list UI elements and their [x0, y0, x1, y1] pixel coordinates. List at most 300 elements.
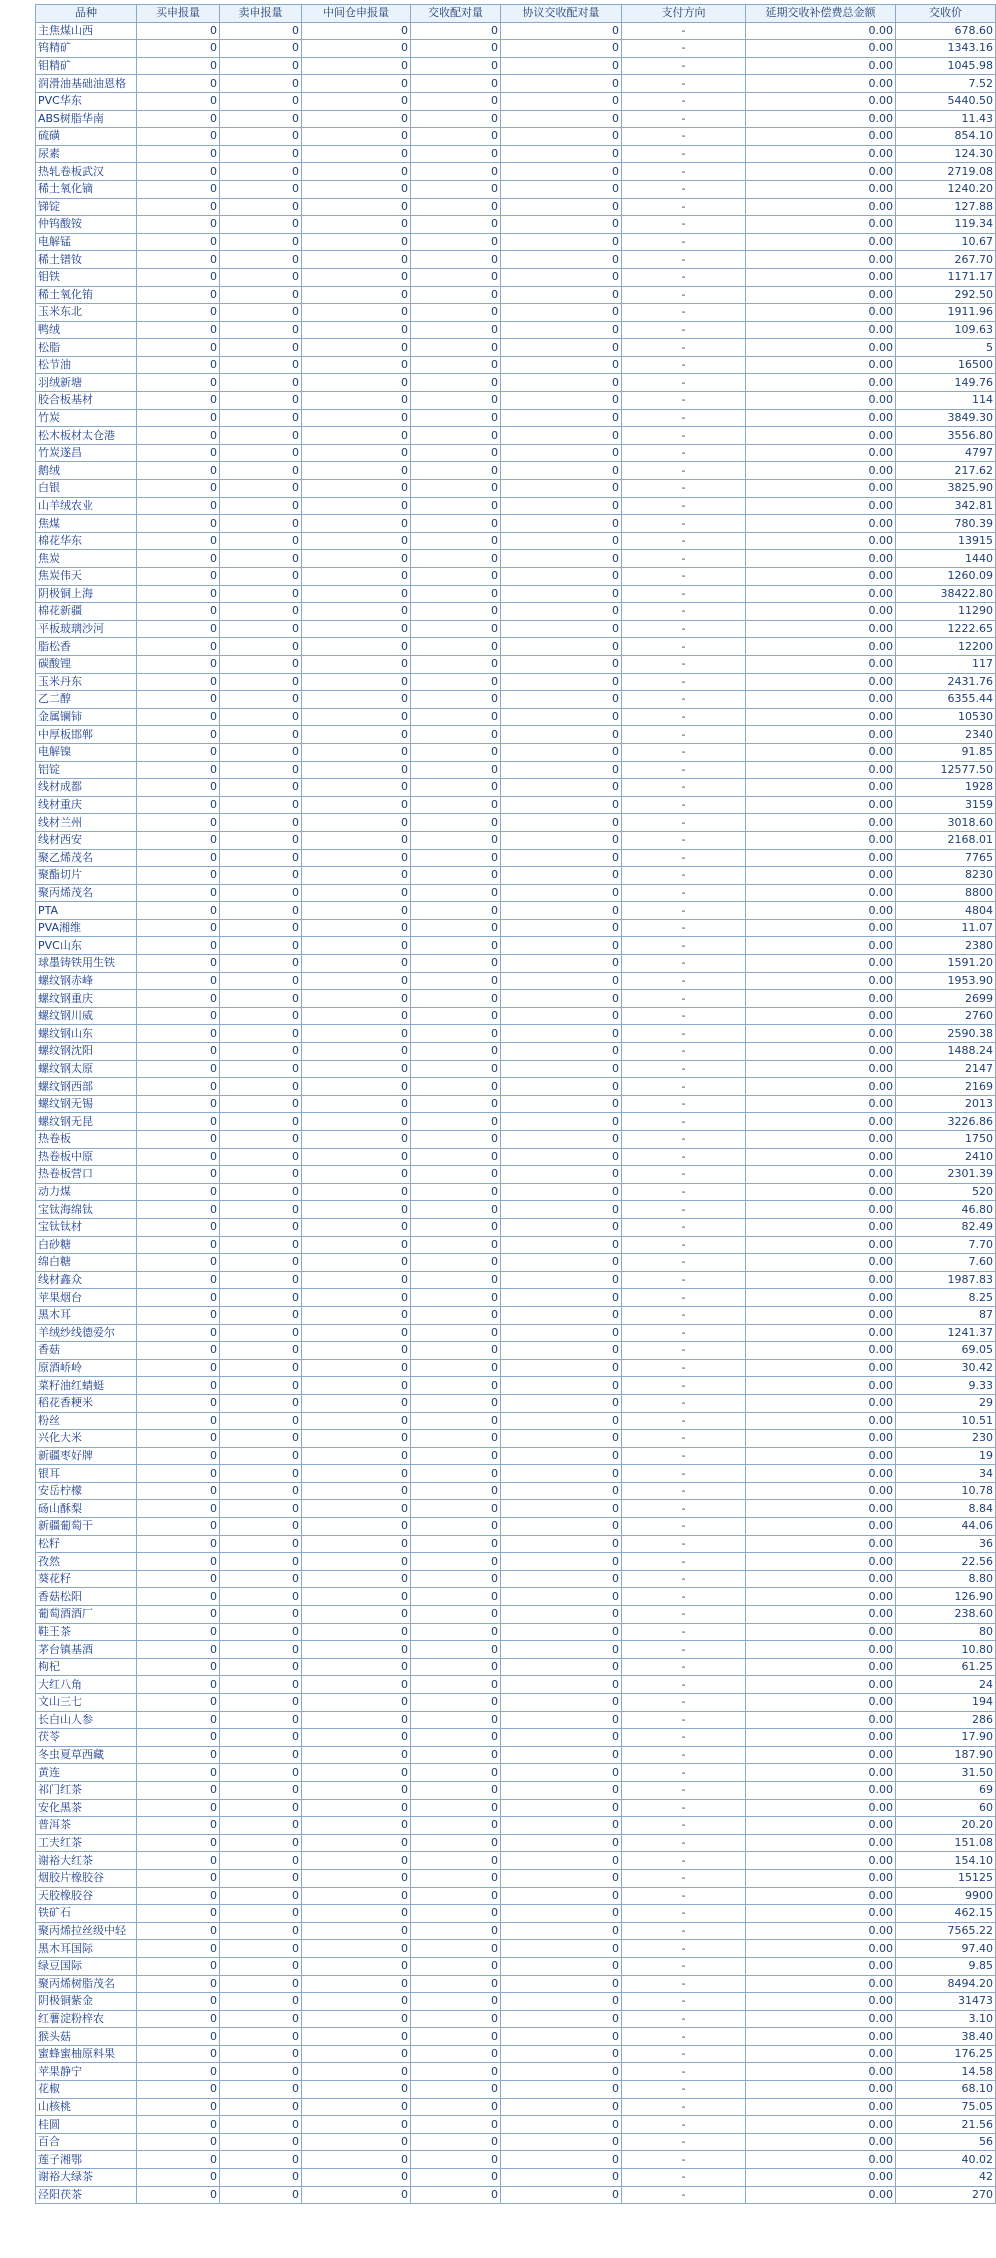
table-row [36, 1148, 996, 1166]
cell-variety[interactable]: 中厚板邯郸 [36, 726, 137, 744]
cell-variety[interactable]: 鹅绒 [36, 462, 137, 480]
cell-delivery-price: 1750 [896, 1131, 996, 1149]
cell-variety[interactable]: 线材西安 [36, 831, 137, 849]
table-row [36, 1271, 996, 1289]
cell-delivery-price: 8800 [896, 884, 996, 902]
cell-variety[interactable]: 铝锭 [36, 761, 137, 779]
cell-sell-quantity: 0 [220, 1711, 302, 1729]
cell-variety[interactable]: 安岳柠檬 [36, 1482, 137, 1500]
cell-deferred-compensation: 0.00 [746, 1060, 896, 1078]
cell-deferred-compensation: 0.00 [746, 1993, 896, 2011]
table-row [36, 1394, 996, 1412]
cell-variety[interactable]: 球墨铸铁用生铁 [36, 955, 137, 973]
cell-delivery-price: 7565.22 [896, 1922, 996, 1940]
cell-delivery-price: 117 [896, 655, 996, 673]
cell-deferred-compensation: 0.00 [746, 1729, 896, 1747]
cell-deferred-compensation: 0.00 [746, 2133, 896, 2151]
cell-buy-quantity: 0 [137, 691, 220, 709]
cell-sell-quantity: 0 [220, 1025, 302, 1043]
cell-deferred-compensation: 0.00 [746, 1781, 896, 1799]
table-row [36, 831, 996, 849]
header-buy-quantity[interactable]: 买申报量 [137, 5, 220, 23]
cell-agreement-matched-quantity: 0 [501, 691, 622, 709]
cell-agreement-matched-quantity: 0 [501, 1694, 622, 1712]
cell-payment-direction: - [622, 743, 746, 761]
cell-variety[interactable]: 葡萄酒酒厂 [36, 1606, 137, 1624]
cell-payment-direction: - [622, 374, 746, 392]
cell-variety[interactable]: 螺纹钢无锡 [36, 1095, 137, 1113]
cell-sell-quantity: 0 [220, 233, 302, 251]
cell-variety[interactable]: 聚丙烯树脂茂名 [36, 1975, 137, 1993]
cell-middle-warehouse-quantity: 0 [302, 1500, 411, 1518]
cell-buy-quantity: 0 [137, 673, 220, 691]
cell-variety[interactable]: 焦煤 [36, 515, 137, 533]
cell-matched-quantity: 0 [411, 1553, 501, 1571]
cell-variety[interactable]: 竹炭遂昌 [36, 444, 137, 462]
cell-middle-warehouse-quantity: 0 [302, 427, 411, 445]
table-row [36, 937, 996, 955]
cell-buy-quantity: 0 [137, 128, 220, 146]
cell-variety[interactable]: 黄连 [36, 1764, 137, 1782]
cell-variety[interactable]: 钼铁 [36, 268, 137, 286]
cell-variety[interactable]: 白银 [36, 480, 137, 498]
cell-variety[interactable]: 胶合板基材 [36, 392, 137, 410]
cell-buy-quantity: 0 [137, 356, 220, 374]
cell-variety[interactable]: 螺纹钢重庆 [36, 990, 137, 1008]
table-row [36, 1553, 996, 1571]
cell-variety[interactable]: 碳酸锂 [36, 655, 137, 673]
cell-buy-quantity: 0 [137, 1993, 220, 2011]
cell-buy-quantity: 0 [137, 1570, 220, 1588]
table-row [36, 2116, 996, 2134]
cell-variety[interactable]: 银耳 [36, 1465, 137, 1483]
cell-deferred-compensation: 0.00 [746, 779, 896, 797]
cell-variety[interactable]: 铁矿石 [36, 1905, 137, 1923]
cell-variety[interactable]: 香菇 [36, 1342, 137, 1360]
cell-middle-warehouse-quantity: 0 [302, 1905, 411, 1923]
cell-variety[interactable]: 文山三七 [36, 1694, 137, 1712]
cell-buy-quantity: 0 [137, 1306, 220, 1324]
cell-variety[interactable]: 砀山酥梨 [36, 1500, 137, 1518]
cell-middle-warehouse-quantity: 0 [302, 919, 411, 937]
cell-variety[interactable]: 聚丙烯茂名 [36, 884, 137, 902]
cell-sell-quantity: 0 [220, 1518, 302, 1536]
cell-variety[interactable]: 螺纹钢西部 [36, 1078, 137, 1096]
cell-variety[interactable]: 蜜蜂蜜柚原料果 [36, 2045, 137, 2063]
cell-delivery-price: 1343.16 [896, 40, 996, 58]
header-middle-warehouse-quantity[interactable]: 中间仓申报量 [302, 5, 411, 23]
cell-buy-quantity: 0 [137, 867, 220, 885]
cell-agreement-matched-quantity: 0 [501, 444, 622, 462]
cell-matched-quantity: 0 [411, 1535, 501, 1553]
cell-payment-direction: - [622, 2169, 746, 2187]
table-row [36, 1887, 996, 1905]
cell-sell-quantity: 0 [220, 1306, 302, 1324]
cell-variety[interactable]: 兴化大米 [36, 1430, 137, 1448]
cell-sell-quantity: 0 [220, 57, 302, 75]
cell-matched-quantity: 0 [411, 1993, 501, 2011]
header-matched-quantity[interactable]: 交收配对量 [411, 5, 501, 23]
cell-variety[interactable]: 稀土氧化铕 [36, 286, 137, 304]
cell-variety[interactable]: 线材重庆 [36, 796, 137, 814]
cell-variety[interactable]: 宝钛钛材 [36, 1218, 137, 1236]
cell-variety[interactable]: 玉米丹东 [36, 673, 137, 691]
cell-variety[interactable]: 莲子湘鄂 [36, 2151, 137, 2169]
cell-variety[interactable]: 螺纹钢太原 [36, 1060, 137, 1078]
cell-sell-quantity: 0 [220, 1060, 302, 1078]
cell-buy-quantity: 0 [137, 2063, 220, 2081]
cell-variety[interactable]: 乙二醇 [36, 691, 137, 709]
cell-variety[interactable]: 谢裕大红茶 [36, 1852, 137, 1870]
cell-matched-quantity: 0 [411, 1131, 501, 1149]
cell-variety[interactable]: 棉花华东 [36, 532, 137, 550]
cell-agreement-matched-quantity: 0 [501, 2186, 622, 2204]
cell-payment-direction: - [622, 1025, 746, 1043]
cell-variety[interactable]: 茅台镇基酒 [36, 1641, 137, 1659]
cell-deferred-compensation: 0.00 [746, 22, 896, 40]
cell-variety[interactable]: 螺纹钢赤峰 [36, 972, 137, 990]
cell-sell-quantity: 0 [220, 1799, 302, 1817]
cell-variety[interactable]: 热卷板营口 [36, 1166, 137, 1184]
cell-variety[interactable]: 钼精矿 [36, 57, 137, 75]
cell-buy-quantity: 0 [137, 462, 220, 480]
cell-variety[interactable]: 松脂 [36, 339, 137, 357]
cell-variety[interactable]: 宝钛海绵钛 [36, 1201, 137, 1219]
cell-deferred-compensation: 0.00 [746, 1254, 896, 1272]
cell-variety[interactable]: 松节油 [36, 356, 137, 374]
cell-variety[interactable]: 螺纹钢山东 [36, 1025, 137, 1043]
cell-agreement-matched-quantity: 0 [501, 831, 622, 849]
cell-variety[interactable]: 桂圆 [36, 2116, 137, 2134]
cell-variety[interactable]: 线材兰州 [36, 814, 137, 832]
cell-matched-quantity: 0 [411, 2133, 501, 2151]
cell-matched-quantity: 0 [411, 40, 501, 58]
cell-variety[interactable]: 锑锭 [36, 198, 137, 216]
cell-variety[interactable]: 稀土镨钕 [36, 251, 137, 269]
cell-deferred-compensation: 0.00 [746, 1113, 896, 1131]
cell-deferred-compensation: 0.00 [746, 515, 896, 533]
cell-variety[interactable]: 茯苓 [36, 1729, 137, 1747]
cell-variety[interactable]: 聚丙烯拉丝级中轻 [36, 1922, 137, 1940]
cell-buy-quantity: 0 [137, 2169, 220, 2187]
cell-sell-quantity: 0 [220, 180, 302, 198]
cell-variety[interactable]: 白砂糖 [36, 1236, 137, 1254]
cell-delivery-price: 17.90 [896, 1729, 996, 1747]
cell-variety[interactable]: 新疆枣好牌 [36, 1447, 137, 1465]
cell-payment-direction: - [622, 2010, 746, 2028]
header-variety[interactable]: 品种 [36, 5, 137, 23]
cell-buy-quantity: 0 [137, 1764, 220, 1782]
cell-variety[interactable]: PVC山东 [36, 937, 137, 955]
cell-variety[interactable]: 菜籽油红蜻蜓 [36, 1377, 137, 1395]
cell-deferred-compensation: 0.00 [746, 1236, 896, 1254]
cell-variety[interactable]: 平板玻璃沙河 [36, 620, 137, 638]
cell-sell-quantity: 0 [220, 2133, 302, 2151]
cell-delivery-price: 40.02 [896, 2151, 996, 2169]
cell-variety[interactable]: 玉米东北 [36, 304, 137, 322]
cell-variety[interactable]: PVC华东 [36, 92, 137, 110]
cell-agreement-matched-quantity: 0 [501, 1465, 622, 1483]
cell-variety[interactable]: 原酒峤岭 [36, 1359, 137, 1377]
cell-buy-quantity: 0 [137, 937, 220, 955]
cell-delivery-price: 2301.39 [896, 1166, 996, 1184]
cell-sell-quantity: 0 [220, 814, 302, 832]
cell-agreement-matched-quantity: 0 [501, 1834, 622, 1852]
cell-variety[interactable]: 绵白糖 [36, 1254, 137, 1272]
table-row [36, 304, 996, 322]
header-deferred-compensation-total[interactable]: 延期交收补偿费总金额 [746, 5, 896, 23]
cell-payment-direction: - [622, 163, 746, 181]
header-payment-direction[interactable]: 支付方向 [622, 5, 746, 23]
cell-deferred-compensation: 0.00 [746, 1764, 896, 1782]
cell-payment-direction: - [622, 1148, 746, 1166]
cell-variety[interactable]: 阴极铜紫金 [36, 1993, 137, 2011]
cell-sell-quantity: 0 [220, 1588, 302, 1606]
cell-variety[interactable]: 金属镧铈 [36, 708, 137, 726]
cell-payment-direction: - [622, 603, 746, 621]
cell-payment-direction: - [622, 1324, 746, 1342]
cell-matched-quantity: 0 [411, 779, 501, 797]
cell-agreement-matched-quantity: 0 [501, 356, 622, 374]
cell-buy-quantity: 0 [137, 1887, 220, 1905]
cell-variety[interactable]: 主焦煤山西 [36, 22, 137, 40]
cell-variety[interactable]: 粉丝 [36, 1412, 137, 1430]
cell-variety[interactable]: 猴头菇 [36, 2028, 137, 2046]
cell-variety[interactable]: 螺纹钢沈阳 [36, 1043, 137, 1061]
cell-middle-warehouse-quantity: 0 [302, 2116, 411, 2134]
cell-deferred-compensation: 0.00 [746, 110, 896, 128]
cell-variety[interactable]: 羊绒纱线德爱尔 [36, 1324, 137, 1342]
cell-variety[interactable]: 阴极铜上海 [36, 585, 137, 603]
cell-delivery-price: 2760 [896, 1007, 996, 1025]
cell-variety[interactable]: 枸杞 [36, 1658, 137, 1676]
cell-variety[interactable]: 花椒 [36, 2081, 137, 2099]
cell-variety[interactable]: 天胶橡胶谷 [36, 1887, 137, 1905]
cell-variety[interactable]: 热卷板中原 [36, 1148, 137, 1166]
cell-payment-direction: - [622, 304, 746, 322]
cell-agreement-matched-quantity: 0 [501, 2151, 622, 2169]
cell-buy-quantity: 0 [137, 251, 220, 269]
cell-sell-quantity: 0 [220, 198, 302, 216]
cell-variety[interactable]: PVA湘维 [36, 919, 137, 937]
cell-payment-direction: - [622, 1729, 746, 1747]
cell-variety[interactable]: PTA [36, 902, 137, 920]
cell-agreement-matched-quantity: 0 [501, 1359, 622, 1377]
cell-middle-warehouse-quantity: 0 [302, 1869, 411, 1887]
cell-buy-quantity: 0 [137, 1817, 220, 1835]
cell-delivery-price: 9.33 [896, 1377, 996, 1395]
cell-variety[interactable]: 烟胶片橡胶谷 [36, 1869, 137, 1887]
table-row [36, 1781, 996, 1799]
cell-middle-warehouse-quantity: 0 [302, 1781, 411, 1799]
cell-variety[interactable]: 大红八角 [36, 1676, 137, 1694]
cell-middle-warehouse-quantity: 0 [302, 1289, 411, 1307]
cell-buy-quantity: 0 [137, 550, 220, 568]
cell-variety[interactable]: 工夫红茶 [36, 1834, 137, 1852]
cell-agreement-matched-quantity: 0 [501, 1377, 622, 1395]
cell-variety[interactable]: 热卷板 [36, 1131, 137, 1149]
table-row [36, 620, 996, 638]
cell-variety[interactable]: 黑木耳 [36, 1306, 137, 1324]
cell-variety[interactable]: 钨精矿 [36, 40, 137, 58]
cell-sell-quantity: 0 [220, 2010, 302, 2028]
cell-variety[interactable]: 泾阳茯茶 [36, 2186, 137, 2204]
cell-middle-warehouse-quantity: 0 [302, 550, 411, 568]
cell-variety[interactable]: 苹果静宁 [36, 2063, 137, 2081]
cell-variety[interactable]: 新疆葡萄干 [36, 1518, 137, 1536]
cell-variety[interactable]: 鸭绒 [36, 321, 137, 339]
cell-middle-warehouse-quantity: 0 [302, 884, 411, 902]
cell-variety[interactable]: 螺纹钢川威 [36, 1007, 137, 1025]
cell-delivery-price: 91.85 [896, 743, 996, 761]
cell-variety[interactable]: 动力煤 [36, 1183, 137, 1201]
cell-matched-quantity: 0 [411, 673, 501, 691]
cell-variety[interactable]: 仲钨酸铵 [36, 216, 137, 234]
cell-variety[interactable]: 长白山人参 [36, 1711, 137, 1729]
cell-sell-quantity: 0 [220, 1043, 302, 1061]
cell-middle-warehouse-quantity: 0 [302, 75, 411, 93]
cell-payment-direction: - [622, 1570, 746, 1588]
cell-sell-quantity: 0 [220, 884, 302, 902]
cell-payment-direction: - [622, 1430, 746, 1448]
cell-agreement-matched-quantity: 0 [501, 1183, 622, 1201]
cell-variety[interactable]: 线材成都 [36, 779, 137, 797]
cell-agreement-matched-quantity: 0 [501, 128, 622, 146]
cell-deferred-compensation: 0.00 [746, 1817, 896, 1835]
cell-buy-quantity: 0 [137, 972, 220, 990]
cell-payment-direction: - [622, 1781, 746, 1799]
cell-matched-quantity: 0 [411, 1025, 501, 1043]
cell-buy-quantity: 0 [137, 2081, 220, 2099]
cell-buy-quantity: 0 [137, 1043, 220, 1061]
cell-variety[interactable]: 祁门红茶 [36, 1781, 137, 1799]
cell-variety[interactable]: 冬虫夏草西藏 [36, 1746, 137, 1764]
table-row [36, 497, 996, 515]
table-row [36, 251, 996, 269]
cell-variety[interactable]: 谢裕大绿茶 [36, 2169, 137, 2187]
cell-sell-quantity: 0 [220, 1183, 302, 1201]
cell-variety[interactable]: 稻花香粳米 [36, 1394, 137, 1412]
cell-matched-quantity: 0 [411, 1166, 501, 1184]
cell-buy-quantity: 0 [137, 743, 220, 761]
cell-middle-warehouse-quantity: 0 [302, 2081, 411, 2099]
cell-variety[interactable]: ABS树脂华南 [36, 110, 137, 128]
cell-matched-quantity: 0 [411, 955, 501, 973]
cell-variety[interactable]: 香菇松阳 [36, 1588, 137, 1606]
cell-payment-direction: - [622, 1711, 746, 1729]
cell-variety[interactable]: 聚酯切片 [36, 867, 137, 885]
cell-variety[interactable]: 百合 [36, 2133, 137, 2151]
cell-buy-quantity: 0 [137, 585, 220, 603]
cell-variety[interactable]: 绿豆国际 [36, 1957, 137, 1975]
cell-variety[interactable]: 棉花新疆 [36, 603, 137, 621]
cell-variety[interactable]: 孜然 [36, 1553, 137, 1571]
cell-buy-quantity: 0 [137, 1183, 220, 1201]
cell-variety[interactable]: 竹炭 [36, 409, 137, 427]
cell-middle-warehouse-quantity: 0 [302, 955, 411, 973]
cell-payment-direction: - [622, 128, 746, 146]
cell-variety[interactable]: 润滑油基础油恩格 [36, 75, 137, 93]
cell-matched-quantity: 0 [411, 1183, 501, 1201]
cell-delivery-price: 1591.20 [896, 955, 996, 973]
cell-middle-warehouse-quantity: 0 [302, 1377, 411, 1395]
table-row [36, 568, 996, 586]
cell-buy-quantity: 0 [137, 1465, 220, 1483]
cell-variety[interactable]: 松木板材太仓港 [36, 427, 137, 445]
cell-middle-warehouse-quantity: 0 [302, 1957, 411, 1975]
cell-variety[interactable]: 焦炭 [36, 550, 137, 568]
cell-variety[interactable]: 电解镍 [36, 743, 137, 761]
cell-agreement-matched-quantity: 0 [501, 620, 622, 638]
cell-matched-quantity: 0 [411, 128, 501, 146]
cell-variety[interactable]: 鞋王茶 [36, 1623, 137, 1641]
cell-delivery-price: 7.52 [896, 75, 996, 93]
cell-sell-quantity: 0 [220, 1342, 302, 1360]
cell-buy-quantity: 0 [137, 1869, 220, 1887]
header-delivery-price[interactable]: 交收价 [896, 5, 996, 23]
cell-middle-warehouse-quantity: 0 [302, 796, 411, 814]
cell-variety[interactable]: 羽绒新塘 [36, 374, 137, 392]
cell-sell-quantity: 0 [220, 532, 302, 550]
cell-buy-quantity: 0 [137, 955, 220, 973]
cell-buy-quantity: 0 [137, 57, 220, 75]
cell-variety[interactable]: 线材鑫众 [36, 1271, 137, 1289]
cell-variety[interactable]: 脂松香 [36, 638, 137, 656]
cell-matched-quantity: 0 [411, 1377, 501, 1395]
cell-sell-quantity: 0 [220, 638, 302, 656]
cell-variety[interactable]: 葵花籽 [36, 1570, 137, 1588]
cell-variety[interactable]: 普洱茶 [36, 1817, 137, 1835]
cell-variety[interactable]: 松籽 [36, 1535, 137, 1553]
cell-variety[interactable]: 硫磺 [36, 128, 137, 146]
cell-variety[interactable]: 安化黑茶 [36, 1799, 137, 1817]
cell-matched-quantity: 0 [411, 1852, 501, 1870]
header-sell-quantity[interactable]: 卖申报量 [220, 5, 302, 23]
cell-variety[interactable]: 电解锰 [36, 233, 137, 251]
cell-matched-quantity: 0 [411, 198, 501, 216]
cell-variety[interactable]: 焦炭伟天 [36, 568, 137, 586]
cell-sell-quantity: 0 [220, 1166, 302, 1184]
cell-variety[interactable]: 黑木耳国际 [36, 1940, 137, 1958]
cell-variety[interactable]: 尿素 [36, 145, 137, 163]
cell-variety[interactable]: 苹果烟台 [36, 1289, 137, 1307]
cell-agreement-matched-quantity: 0 [501, 532, 622, 550]
cell-matched-quantity: 0 [411, 233, 501, 251]
cell-matched-quantity: 0 [411, 585, 501, 603]
cell-buy-quantity: 0 [137, 638, 220, 656]
cell-delivery-price: 80 [896, 1623, 996, 1641]
cell-deferred-compensation: 0.00 [746, 1095, 896, 1113]
cell-deferred-compensation: 0.00 [746, 409, 896, 427]
table-header-row [36, 5, 996, 23]
cell-deferred-compensation: 0.00 [746, 1623, 896, 1641]
cell-matched-quantity: 0 [411, 1289, 501, 1307]
cell-variety[interactable]: 红薯淀粉梓农 [36, 2010, 137, 2028]
table-row [36, 761, 996, 779]
cell-agreement-matched-quantity: 0 [501, 1394, 622, 1412]
cell-matched-quantity: 0 [411, 1500, 501, 1518]
cell-variety[interactable]: 山核桃 [36, 2098, 137, 2116]
cell-variety[interactable]: 山羊绒农业 [36, 497, 137, 515]
cell-buy-quantity: 0 [137, 1025, 220, 1043]
header-agreement-matched-quantity[interactable]: 协议交收配对量 [501, 5, 622, 23]
cell-buy-quantity: 0 [137, 1694, 220, 1712]
cell-variety[interactable]: 热轧卷板武汉 [36, 163, 137, 181]
cell-variety[interactable]: 稀土氧化镝 [36, 180, 137, 198]
cell-variety[interactable]: 聚乙烯茂名 [36, 849, 137, 867]
cell-variety[interactable]: 螺纹钢无昆 [36, 1113, 137, 1131]
table-row [36, 726, 996, 744]
